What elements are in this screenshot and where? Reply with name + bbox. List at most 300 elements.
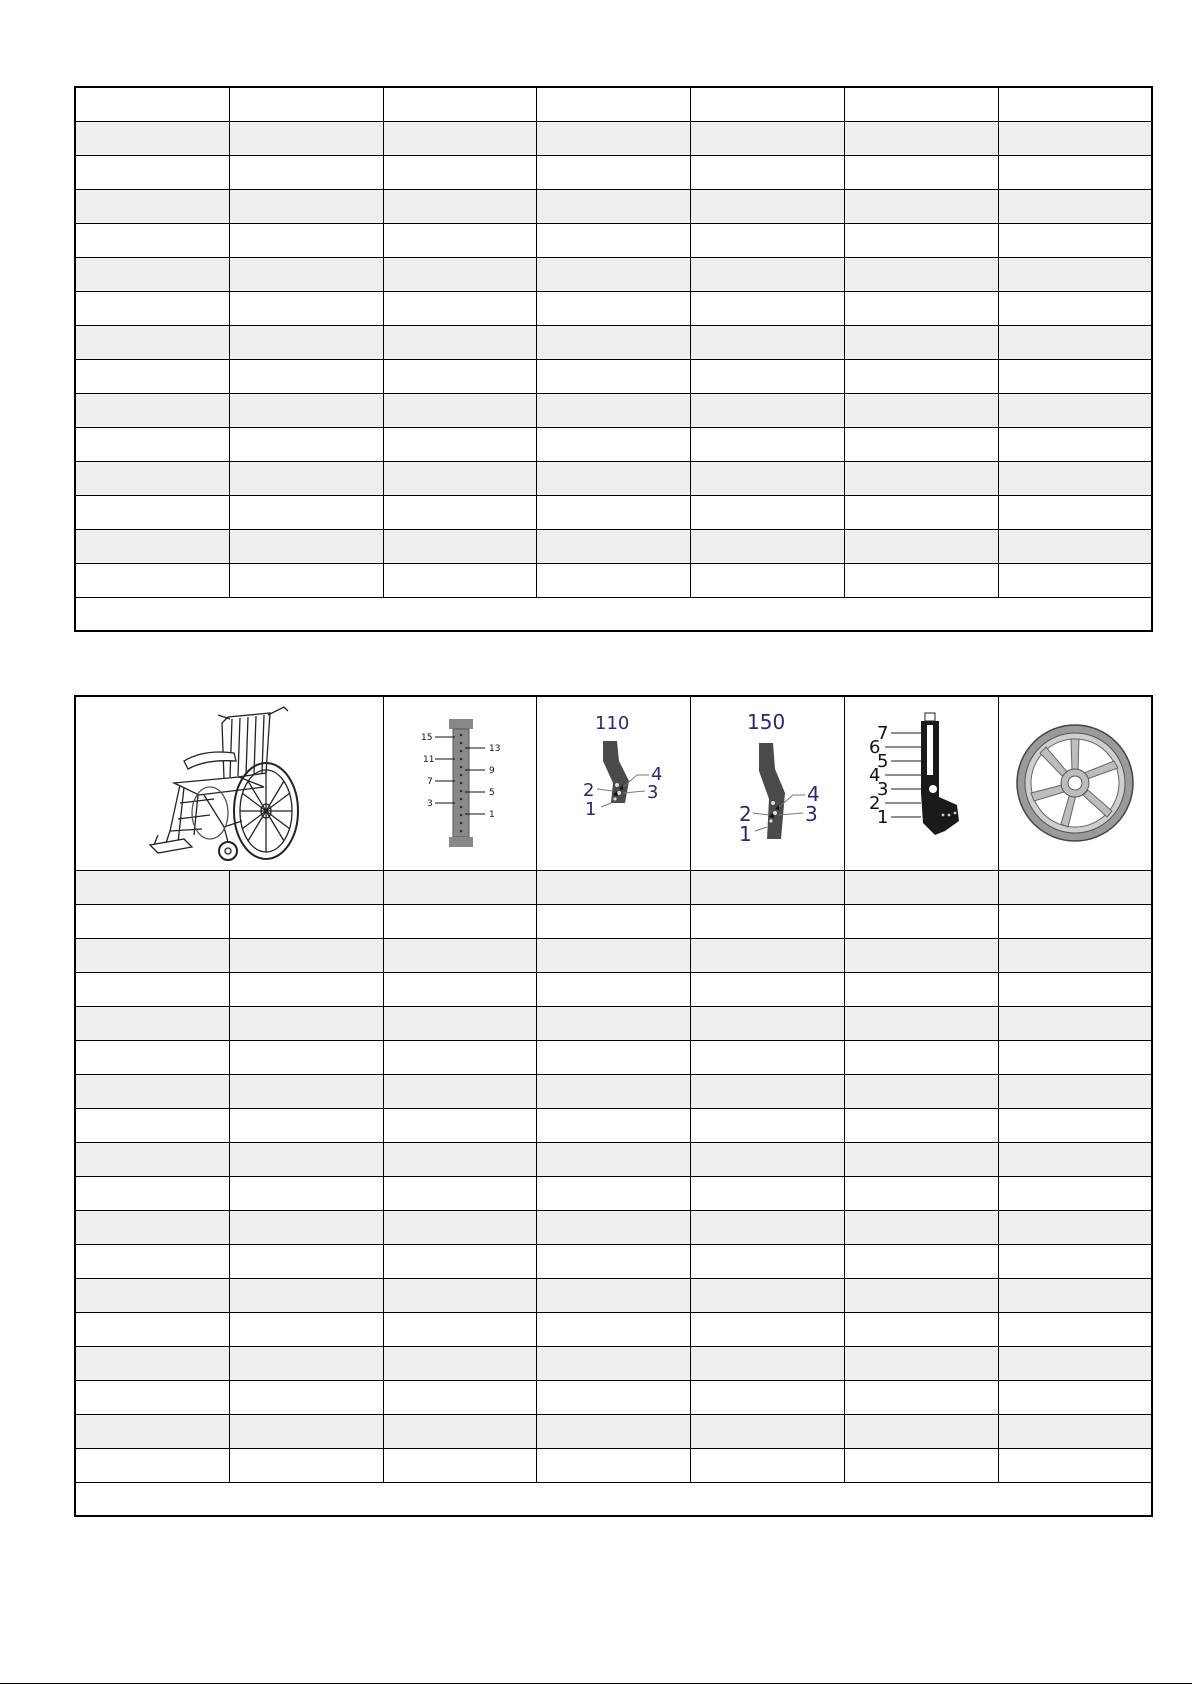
table-cell	[690, 1210, 844, 1244]
table-cell	[229, 1210, 383, 1244]
table-cell	[536, 257, 690, 291]
table-cell	[844, 529, 998, 563]
table-cell	[536, 87, 690, 121]
table-cell	[998, 1210, 1152, 1244]
image-header-row	[75, 696, 1152, 870]
table-cell	[75, 972, 229, 1006]
table-row	[75, 257, 1152, 291]
table-cell	[75, 1312, 229, 1346]
table-cell	[536, 495, 690, 529]
table-row	[75, 393, 1152, 427]
table-cell	[844, 1346, 998, 1380]
axle-label: 6	[869, 737, 881, 759]
table-cell	[536, 938, 690, 972]
table-cell	[844, 563, 998, 597]
table-cell	[383, 121, 536, 155]
table-row	[75, 1074, 1152, 1108]
table-cell	[229, 972, 383, 1006]
table-cell	[383, 1244, 536, 1278]
table-row	[75, 938, 1152, 972]
bracket-150-cell	[690, 696, 844, 870]
table-cell	[75, 1108, 229, 1142]
table-cell	[383, 870, 536, 904]
table-footer-cell	[75, 1482, 1152, 1516]
table-cell	[844, 972, 998, 1006]
table-cell	[844, 87, 998, 121]
table-cell	[229, 223, 383, 257]
table-cell	[75, 870, 229, 904]
table-cell	[536, 223, 690, 257]
axle-plate-icon	[861, 703, 981, 863]
table-cell	[229, 870, 383, 904]
bracket-110-label: 3	[647, 782, 659, 804]
table-cell	[229, 1006, 383, 1040]
table-cell	[383, 1006, 536, 1040]
table-row	[75, 1210, 1152, 1244]
table-cell	[844, 904, 998, 938]
table-cell	[536, 1074, 690, 1108]
table-cell	[998, 325, 1152, 359]
table-cell	[690, 427, 844, 461]
table-cell	[536, 155, 690, 189]
table-cell	[229, 495, 383, 529]
table-cell	[690, 1244, 844, 1278]
table-cell	[844, 1448, 998, 1482]
table-cell	[844, 189, 998, 223]
table-cell	[690, 904, 844, 938]
table-cell	[383, 189, 536, 223]
table-cell	[229, 427, 383, 461]
table-row	[75, 972, 1152, 1006]
table-cell	[75, 938, 229, 972]
table-row	[75, 87, 1152, 121]
table-cell	[690, 223, 844, 257]
table-cell	[998, 393, 1152, 427]
table-cell	[998, 427, 1152, 461]
wheel-cell	[998, 696, 1152, 870]
bracket-110-label: 2	[583, 780, 595, 802]
table-row	[75, 1006, 1152, 1040]
table-row	[75, 427, 1152, 461]
table-cell	[75, 1006, 229, 1040]
wheelchair-icon	[144, 703, 314, 863]
table-cell	[844, 291, 998, 325]
table-cell	[536, 870, 690, 904]
table-cell	[75, 1244, 229, 1278]
table-cell	[536, 291, 690, 325]
table-row	[75, 461, 1152, 495]
table-cell	[690, 359, 844, 393]
table-row	[75, 1176, 1152, 1210]
table-cell	[383, 495, 536, 529]
table-cell	[383, 938, 536, 972]
table-cell	[383, 325, 536, 359]
table-cell	[383, 1040, 536, 1074]
table-cell	[844, 1244, 998, 1278]
table-cell	[690, 1006, 844, 1040]
table-cell	[690, 1040, 844, 1074]
table-cell	[690, 972, 844, 1006]
table-footer-row	[75, 597, 1152, 631]
table-cell	[75, 359, 229, 393]
table-cell	[75, 529, 229, 563]
rail-label-right: 5	[488, 788, 495, 799]
table-row	[75, 1244, 1152, 1278]
table-cell	[75, 1380, 229, 1414]
table-cell	[229, 1414, 383, 1448]
bracket-150-label: 4	[807, 782, 820, 807]
table-cell	[844, 1006, 998, 1040]
table-cell	[690, 529, 844, 563]
table-cell	[844, 427, 998, 461]
table-cell	[998, 1346, 1152, 1380]
table-cell	[536, 393, 690, 427]
table-cell	[536, 1176, 690, 1210]
table-cell	[844, 223, 998, 257]
table-cell	[844, 1142, 998, 1176]
table-row	[75, 189, 1152, 223]
table-cell	[383, 427, 536, 461]
axle-label: 7	[877, 723, 889, 745]
bracket-150-label: 3	[805, 802, 818, 827]
table-row	[75, 904, 1152, 938]
table-cell	[536, 1312, 690, 1346]
table-row	[75, 359, 1152, 393]
seat-rail-icon	[405, 713, 515, 853]
rail-label-left: 15	[420, 733, 432, 744]
wheel-icon	[1010, 713, 1140, 853]
axle-label: 5	[877, 751, 889, 773]
table-cell	[383, 972, 536, 1006]
table-cell	[75, 291, 229, 325]
table-cell	[998, 1414, 1152, 1448]
table-cell	[690, 1312, 844, 1346]
table-cell	[536, 1414, 690, 1448]
table-cell	[690, 1074, 844, 1108]
table-cell	[383, 1108, 536, 1142]
table-cell	[383, 1448, 536, 1482]
table-cell	[75, 87, 229, 121]
rail-label-right: 13	[488, 744, 500, 755]
table-cell	[383, 1074, 536, 1108]
table-cell	[536, 1244, 690, 1278]
table-cell	[75, 427, 229, 461]
table-cell	[383, 461, 536, 495]
table-row	[75, 1142, 1152, 1176]
table-cell	[229, 1108, 383, 1142]
table-cell	[844, 870, 998, 904]
table-cell	[844, 359, 998, 393]
bottom-table-body	[75, 696, 1152, 1516]
bracket-110-title: 110	[595, 713, 630, 735]
table-cell	[536, 1142, 690, 1176]
table-cell	[75, 325, 229, 359]
table-cell	[536, 189, 690, 223]
table-cell	[536, 427, 690, 461]
table-cell	[383, 1312, 536, 1346]
table-cell	[998, 495, 1152, 529]
table-cell	[75, 904, 229, 938]
table-cell	[383, 1380, 536, 1414]
bracket-110-label: 1	[585, 799, 597, 821]
table-cell	[998, 257, 1152, 291]
table-cell	[536, 1448, 690, 1482]
table-cell	[998, 1176, 1152, 1210]
table-cell	[229, 155, 383, 189]
table-row	[75, 1448, 1152, 1482]
axle-label: 4	[869, 765, 881, 787]
table-cell	[229, 1074, 383, 1108]
table-cell	[998, 1074, 1152, 1108]
axle-label: 1	[877, 807, 889, 829]
table-cell	[229, 461, 383, 495]
table-cell	[690, 1380, 844, 1414]
table-cell	[844, 1312, 998, 1346]
table-row	[75, 325, 1152, 359]
table-cell	[383, 1414, 536, 1448]
table-row	[75, 1380, 1152, 1414]
table-cell	[229, 938, 383, 972]
table-cell	[383, 1210, 536, 1244]
rail-label-right: 1	[488, 810, 495, 821]
table-cell	[536, 972, 690, 1006]
table-row	[75, 1278, 1152, 1312]
rail-label-left: 11	[422, 755, 434, 766]
table-cell	[536, 1380, 690, 1414]
table-cell	[536, 1210, 690, 1244]
table-cell	[998, 904, 1152, 938]
table-cell	[229, 904, 383, 938]
table-cell	[75, 1142, 229, 1176]
table-row	[75, 563, 1152, 597]
bottom-table	[74, 695, 1153, 1517]
table-cell	[75, 461, 229, 495]
bracket-150-label: 1	[739, 822, 752, 847]
table-cell	[690, 563, 844, 597]
table-cell	[75, 393, 229, 427]
table-cell	[844, 938, 998, 972]
table-cell	[844, 393, 998, 427]
table-cell	[229, 393, 383, 427]
table-footer-cell	[75, 597, 1152, 631]
table-cell	[690, 393, 844, 427]
table-cell	[75, 1448, 229, 1482]
table-cell	[690, 189, 844, 223]
table-row	[75, 1040, 1152, 1074]
rail-label-left: 7	[426, 777, 433, 788]
table-cell	[998, 87, 1152, 121]
table-cell	[690, 87, 844, 121]
table-row	[75, 121, 1152, 155]
table-cell	[383, 563, 536, 597]
table-cell	[998, 121, 1152, 155]
table-cell	[536, 1278, 690, 1312]
table-row	[75, 529, 1152, 563]
table-cell	[383, 223, 536, 257]
table-cell	[844, 1210, 998, 1244]
table-cell	[998, 1142, 1152, 1176]
table-cell	[75, 495, 229, 529]
table-cell	[229, 1448, 383, 1482]
table-cell	[536, 563, 690, 597]
table-row	[75, 1414, 1152, 1448]
table-cell	[75, 223, 229, 257]
table-cell	[690, 870, 844, 904]
table-cell	[75, 1414, 229, 1448]
table-cell	[844, 1074, 998, 1108]
table-cell	[383, 1142, 536, 1176]
table-cell	[383, 393, 536, 427]
table-cell	[75, 1210, 229, 1244]
table-cell	[536, 325, 690, 359]
table-cell	[998, 359, 1152, 393]
table-cell	[75, 189, 229, 223]
table-row	[75, 223, 1152, 257]
table-cell	[75, 257, 229, 291]
table-cell	[844, 461, 998, 495]
table-cell	[690, 257, 844, 291]
table-cell	[229, 1346, 383, 1380]
table-cell	[690, 1278, 844, 1312]
table-cell	[229, 1176, 383, 1210]
bracket-150-title: 150	[747, 710, 786, 735]
table-cell	[844, 257, 998, 291]
axle-label: 3	[877, 779, 889, 801]
table-cell	[229, 257, 383, 291]
table-row	[75, 870, 1152, 904]
table-cell	[383, 1346, 536, 1380]
table-cell	[383, 359, 536, 393]
table-cell	[229, 563, 383, 597]
table-cell	[229, 291, 383, 325]
top-table-body	[75, 87, 1152, 631]
table-cell	[690, 291, 844, 325]
table-cell	[75, 1346, 229, 1380]
page-bottom-rule	[0, 1683, 1192, 1684]
table-cell	[998, 291, 1152, 325]
table-cell	[844, 495, 998, 529]
wheelchair-cell	[75, 696, 383, 870]
table-cell	[75, 563, 229, 597]
table-cell	[75, 1278, 229, 1312]
table-cell	[998, 1380, 1152, 1414]
axle-label: 2	[869, 793, 881, 815]
table-cell	[229, 529, 383, 563]
rail-label-left: 3	[426, 799, 433, 810]
table-cell	[690, 1176, 844, 1210]
table-footer-row	[75, 1482, 1152, 1516]
fork-bracket-110-icon	[553, 703, 673, 863]
table-cell	[383, 87, 536, 121]
table-cell	[536, 1040, 690, 1074]
table-row	[75, 155, 1152, 189]
table-cell	[536, 461, 690, 495]
table-cell	[998, 938, 1152, 972]
fork-bracket-150-icon	[707, 703, 827, 863]
table-cell	[536, 1006, 690, 1040]
table-row	[75, 1346, 1152, 1380]
table-cell	[229, 1142, 383, 1176]
table-cell	[998, 1108, 1152, 1142]
table-cell	[383, 904, 536, 938]
table-cell	[690, 1448, 844, 1482]
table-cell	[75, 155, 229, 189]
table-cell	[229, 1312, 383, 1346]
table-cell	[75, 121, 229, 155]
table-cell	[998, 1312, 1152, 1346]
table-cell	[229, 359, 383, 393]
table-cell	[998, 155, 1152, 189]
table-cell	[75, 1074, 229, 1108]
table-cell	[690, 461, 844, 495]
table-row	[75, 291, 1152, 325]
bracket-110-label: 4	[651, 764, 663, 786]
table-cell	[383, 257, 536, 291]
table-cell	[536, 529, 690, 563]
table-cell	[229, 1244, 383, 1278]
bracket-110-cell	[536, 696, 690, 870]
table-cell	[229, 189, 383, 223]
table-cell	[229, 121, 383, 155]
table-cell	[690, 1108, 844, 1142]
table-row	[75, 495, 1152, 529]
table-cell	[229, 1278, 383, 1312]
table-cell	[844, 121, 998, 155]
bracket-150-label: 2	[739, 802, 752, 827]
top-table	[74, 86, 1153, 632]
table-cell	[998, 563, 1152, 597]
table-cell	[229, 1040, 383, 1074]
table-cell	[998, 461, 1152, 495]
table-cell	[383, 529, 536, 563]
table-cell	[536, 904, 690, 938]
table-cell	[690, 121, 844, 155]
table-cell	[229, 87, 383, 121]
table-row	[75, 1108, 1152, 1142]
table-cell	[998, 1448, 1152, 1482]
table-cell	[75, 1176, 229, 1210]
table-cell	[844, 1040, 998, 1074]
table-cell	[998, 529, 1152, 563]
table-cell	[844, 1176, 998, 1210]
table-cell	[383, 291, 536, 325]
table-cell	[229, 1380, 383, 1414]
table-cell	[229, 325, 383, 359]
table-cell	[844, 325, 998, 359]
table-cell	[998, 1006, 1152, 1040]
table-cell	[998, 972, 1152, 1006]
table-cell	[844, 1108, 998, 1142]
table-cell	[690, 495, 844, 529]
table-cell	[998, 1244, 1152, 1278]
rail-label-right: 9	[488, 766, 495, 777]
table-cell	[536, 1346, 690, 1380]
table-cell	[383, 1176, 536, 1210]
table-cell	[690, 938, 844, 972]
table-cell	[536, 359, 690, 393]
table-cell	[536, 1108, 690, 1142]
table-cell	[998, 223, 1152, 257]
table-cell	[383, 1278, 536, 1312]
table-cell	[690, 1142, 844, 1176]
table-cell	[844, 1380, 998, 1414]
table-cell	[844, 155, 998, 189]
seat-rail-cell	[383, 696, 536, 870]
table-cell	[383, 155, 536, 189]
table-cell	[998, 1040, 1152, 1074]
table-cell	[690, 1346, 844, 1380]
table-cell	[998, 189, 1152, 223]
